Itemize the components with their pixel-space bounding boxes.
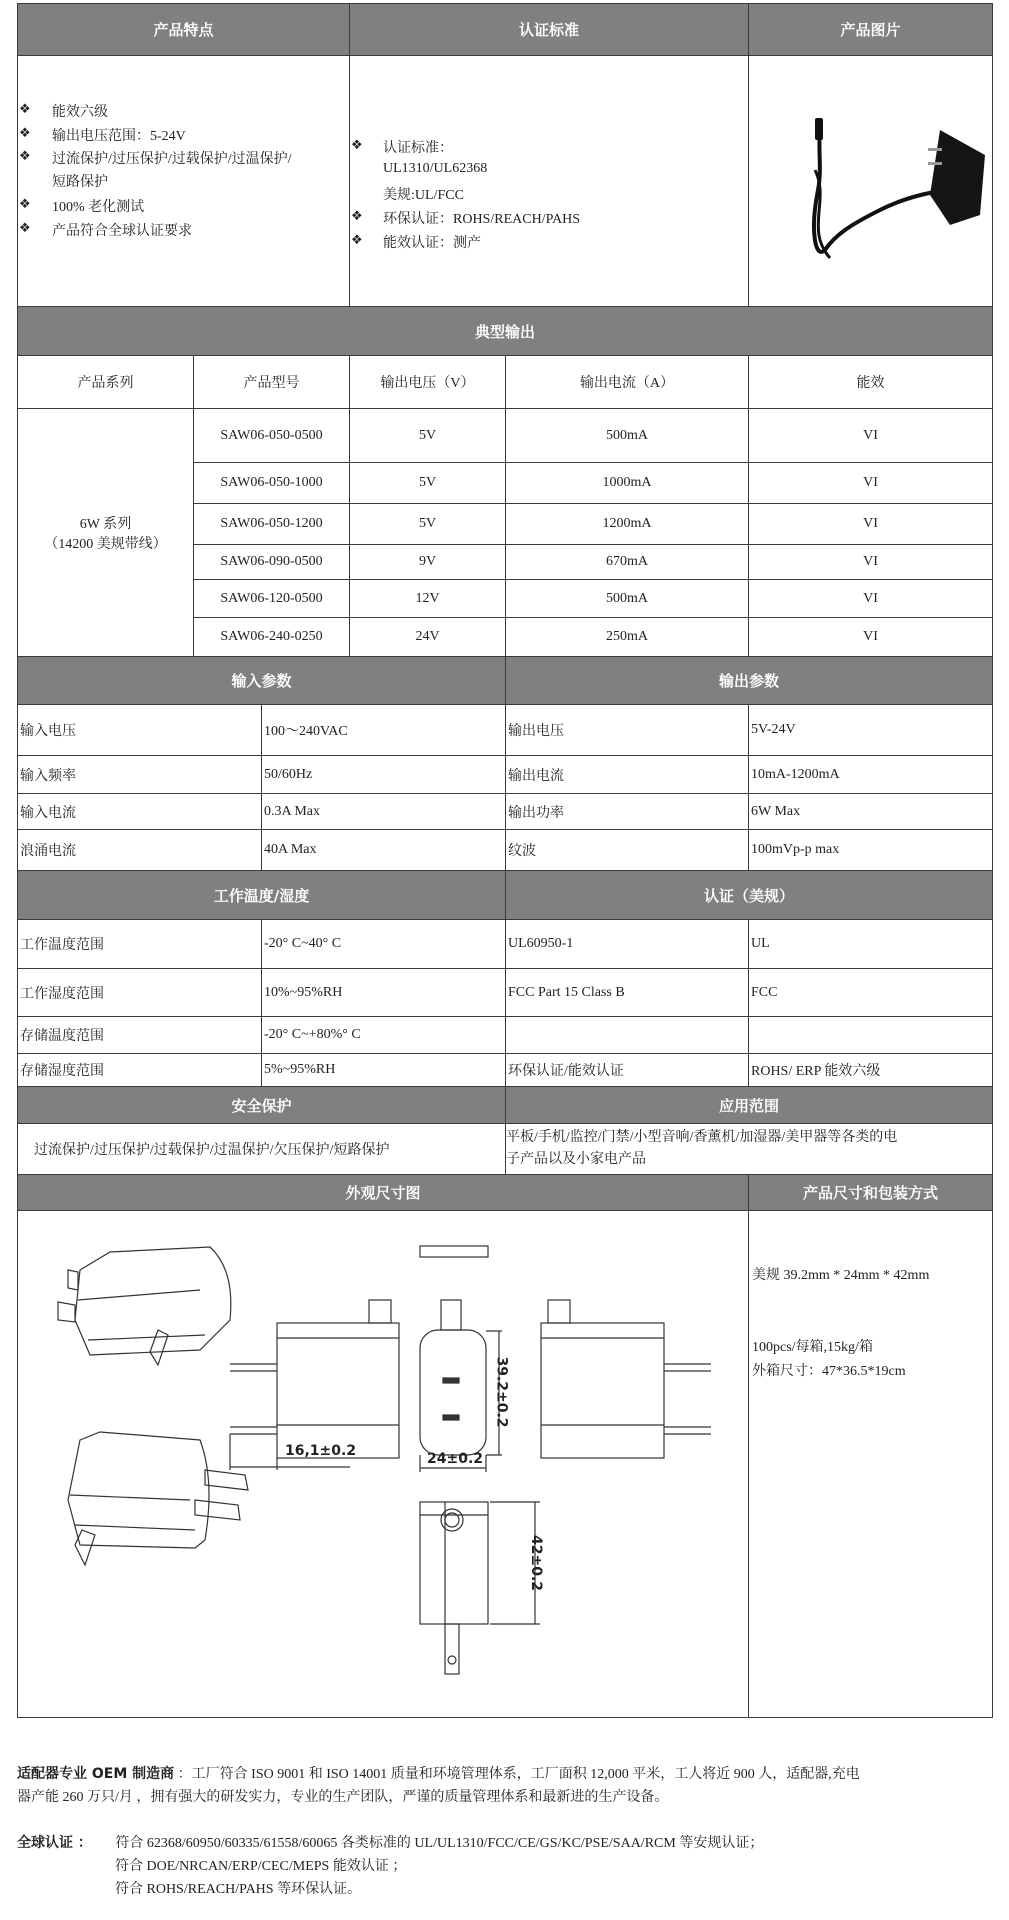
env-value-cell [17,1016,262,1054]
header-text: 认证标准 [518,21,579,39]
bullet-icon: ❖ [19,196,31,211]
param-value: 输出电流 [508,768,564,784]
output-current-cell [505,408,749,463]
cert-item: 认证标准： [383,141,453,156]
output-voltage-cell [349,503,506,545]
efficiency-level: VI [863,475,878,490]
output-current-cell [505,503,749,545]
param-value-cell [748,755,993,794]
output-current: 1000mA [602,475,652,490]
dimension-label: 24±0.2 [427,1451,484,1467]
param-value-cell [17,793,262,830]
param-value: 40A Max [264,842,317,857]
efficiency-level-cell [748,544,993,580]
env-value: FCC Part 15 Class B [508,984,625,1000]
efficiency-level-cell [748,462,993,504]
param-value: 输入频率 [20,768,76,784]
header-text: 外观尺寸图 [345,1184,421,1202]
cert-item: 美规:UL/FCC [383,188,464,203]
application-text: 子产品以及小家电产品 [506,1152,646,1167]
model-number-cell [193,544,350,580]
header-text: 安全保护 [231,1096,292,1115]
param-value-cell [505,704,749,756]
bullet-icon: ❖ [19,148,31,163]
series-note: （14200 美规带线） [44,536,167,552]
env-value-cell [261,1053,506,1087]
efficiency-level: VI [863,590,878,606]
output-voltage: 5V [418,516,437,531]
iso-view-bottom [68,1432,248,1565]
dimension-label: 16,1±0.2 [285,1443,357,1459]
bullet-icon: ❖ [351,137,363,152]
efficiency-level: VI [863,629,878,644]
cert-item: UL1310/UL62368 [383,161,488,176]
model-number: SAW06-050-1000 [220,475,323,490]
model-number-cell [193,579,350,618]
output-voltage: 5V [418,475,437,490]
output-current: 250mA [606,629,648,644]
env-value: -20° C~+80%° C [264,1027,361,1042]
param-value: 6W Max [751,803,801,819]
model-number: SAW06-050-1200 [220,516,323,531]
param-value: 100mVp-p max [751,842,840,857]
front-view [420,1246,502,1472]
cert-text: 符合 DOE/NRCAN/ERP/CEC/MEPS 能效认证 ； [115,1859,407,1874]
param-value-cell [17,829,262,871]
param-value-cell [505,829,749,871]
output-current: 670mA [606,554,648,569]
env-value-cell [748,968,993,1017]
param-value: 输出功率 [508,805,564,821]
param-value-cell [748,793,993,830]
env-value: 10%~95%RH [264,984,343,1000]
cert-item: 环保认证：ROHS/REACH/PAHS [383,212,581,227]
model-number: SAW06-120-0500 [220,590,323,606]
bullet-icon: ❖ [351,232,363,247]
product-size: 美规 39.2mm * 24mm * 42mm [752,1268,930,1283]
output-voltage-cell [349,617,506,657]
param-value: 50/60Hz [264,766,313,782]
env-value: 环保认证/能效认证 [508,1064,624,1079]
efficiency-level-cell [748,408,993,463]
env-value: 5%~95%RH [264,1062,336,1077]
env-value: UL [751,936,770,951]
col-label: 能效 [856,376,885,391]
col-label: 产品型号 [243,376,300,391]
efficiency-level-cell [748,503,993,545]
env-value-cell [17,1053,262,1087]
env-value: UL60950-1 [508,936,574,951]
param-value: 输入电压 [20,724,76,739]
header-text: 认证（美规） [703,886,794,905]
env-value: 存储温度范围 [20,1029,104,1044]
env-value-cell [261,919,506,969]
env-value-cell [505,919,749,969]
dimension-label: 42±0.2 [528,1534,545,1592]
oem-text: ：工厂符合 ISO 9001 和 ISO 14001 质量和环境管理体系，工厂面积 12,000 平米，工人将近 900 人，适配器,充电 [177,1767,860,1782]
efficiency-level-cell [748,579,993,618]
feature-item: 短路保护 [52,175,108,190]
param-value-cell [748,829,993,871]
packaging-info: 100pcs/每箱,15kg/箱 [752,1340,873,1355]
cert-item: 能效认证：测产 [383,236,481,251]
env-value: -20° C~40° C [264,936,342,951]
env-value-cell [748,1053,993,1087]
env-value-cell [17,919,262,969]
feature-item: 能效六级 [52,105,108,120]
efficiency-level: VI [863,554,878,569]
param-value: 100～240VAC [264,724,348,739]
env-value-cell [505,1053,749,1087]
model-number: SAW06-090-0500 [220,554,323,569]
oem-label: 适配器专业 OEM 制造商 [17,1766,175,1782]
global-cert-line [17,1832,763,1852]
header-text: 工作温度/湿度 [213,886,310,905]
cert-text: 符合 ROHS/REACH/PAHS 等环保认证。 [115,1882,362,1897]
param-value-cell [505,755,749,794]
env-value-cell [748,919,993,969]
output-voltage: 9V [418,554,437,569]
model-number-cell [193,408,350,463]
bullet-icon: ❖ [19,101,31,116]
param-value: 0.3A Max [264,803,320,819]
iso-view-top [58,1247,231,1365]
model-number: SAW06-240-0250 [220,629,323,644]
col-label: 输出电压（V） [380,376,475,391]
header-text: 输入参数 [231,672,292,690]
param-value: 输入电流 [20,805,76,821]
output-current: 500mA [606,590,648,606]
output-voltage-cell [349,579,506,618]
param-value-cell [748,704,993,756]
bullet-icon: ❖ [19,125,31,140]
env-value: 工作温度范围 [20,938,104,953]
output-current-cell [505,579,749,618]
dimension-label: 39.2±0.2 [493,1356,510,1428]
output-current-cell [505,462,749,504]
model-number-cell [193,503,350,545]
bottom-view [420,1502,540,1674]
model-number-cell [193,617,350,657]
param-value-cell [261,829,506,871]
param-value: 浪涌电流 [20,844,76,859]
env-value-cell [505,968,749,1017]
cert-label: 全球认证 ： [17,1835,92,1851]
param-value-cell [261,793,506,830]
header-text: 典型输出 [474,322,535,341]
header-text: 产品图片 [840,21,901,39]
header-text: 产品尺寸和包装方式 [802,1184,938,1202]
param-value-cell [17,704,262,756]
output-current: 1200mA [602,516,652,531]
model-number: SAW06-050-0500 [220,427,323,443]
param-value-cell [261,755,506,794]
feature-item: 产品符合全球认证要求 [52,224,192,239]
param-value: 输出电压 [508,724,564,739]
header-text: 输出参数 [718,672,779,690]
carton-size: 外箱尺寸：47*36.5*19cm [752,1364,906,1379]
oem-line [17,1763,860,1783]
env-value: 工作湿度范围 [20,986,104,1002]
param-value-cell [505,793,749,830]
param-value: 纹波 [508,844,536,859]
param-value-cell [17,755,262,794]
param-value: 10mA-1200mA [751,766,840,782]
output-voltage-cell [349,462,506,504]
bullet-icon: ❖ [351,208,363,223]
bullet-icon: ❖ [19,220,31,235]
efficiency-level-cell [748,617,993,657]
output-current: 500mA [606,427,648,443]
model-number-cell [193,462,350,504]
output-voltage-cell [349,544,506,580]
env-value-cell [748,1016,993,1054]
output-current-cell [505,544,749,580]
env-value-cell [261,968,506,1017]
env-value-cell [261,1016,506,1054]
env-value-cell [17,968,262,1017]
env-value-cell [505,1016,749,1054]
efficiency-level: VI [863,427,878,443]
oem-text: 器产能 260 万只/月 ，拥有强大的研发实力，专业的生产团队，严谨的质量管理体系和最新进的生产设备。 [17,1790,669,1805]
output-voltage: 5V [418,427,437,443]
output-voltage: 24V [415,629,440,644]
cert-text: 符合 62368/60950/60335/61558/60065 各类标准的 UL/UL1310/FCC/CE/GS/KC/PSE/SAA/RCM 等安规认证； [115,1836,764,1851]
feature-item: 过流保护/过压保护/过载保护/过温保护/ [52,152,292,167]
param-value-cell [261,704,506,756]
header-text: 产品特点 [153,21,214,39]
feature-item: 100% 老化测试 [52,200,145,215]
output-current-cell [505,617,749,657]
env-value: ROHS/ ERP 能效六级 [751,1064,881,1079]
safety-text: 过流保护/过压保护/过载保护/过温保护/欠压保护/短路保护 [34,1143,390,1158]
env-value: FCC [751,984,778,1000]
efficiency-level: VI [863,516,878,531]
env-value: 存储湿度范围 [20,1064,104,1079]
output-voltage: 12V [415,590,440,606]
output-voltage-cell [349,408,506,463]
side-view-right [541,1300,711,1458]
param-value: 5V-24V [751,722,796,737]
col-label: 产品系列 [77,376,134,391]
feature-item: 输出电压范围：5-24V [52,129,186,144]
header-text: 应用范围 [718,1096,779,1115]
application-text: 平板/手机/监控/门禁/小型音响/香薰机/加湿器/美甲器等各类的电 [506,1130,898,1145]
series-name: 6W 系列 [79,516,132,532]
col-label: 输出电流（A） [579,376,675,391]
